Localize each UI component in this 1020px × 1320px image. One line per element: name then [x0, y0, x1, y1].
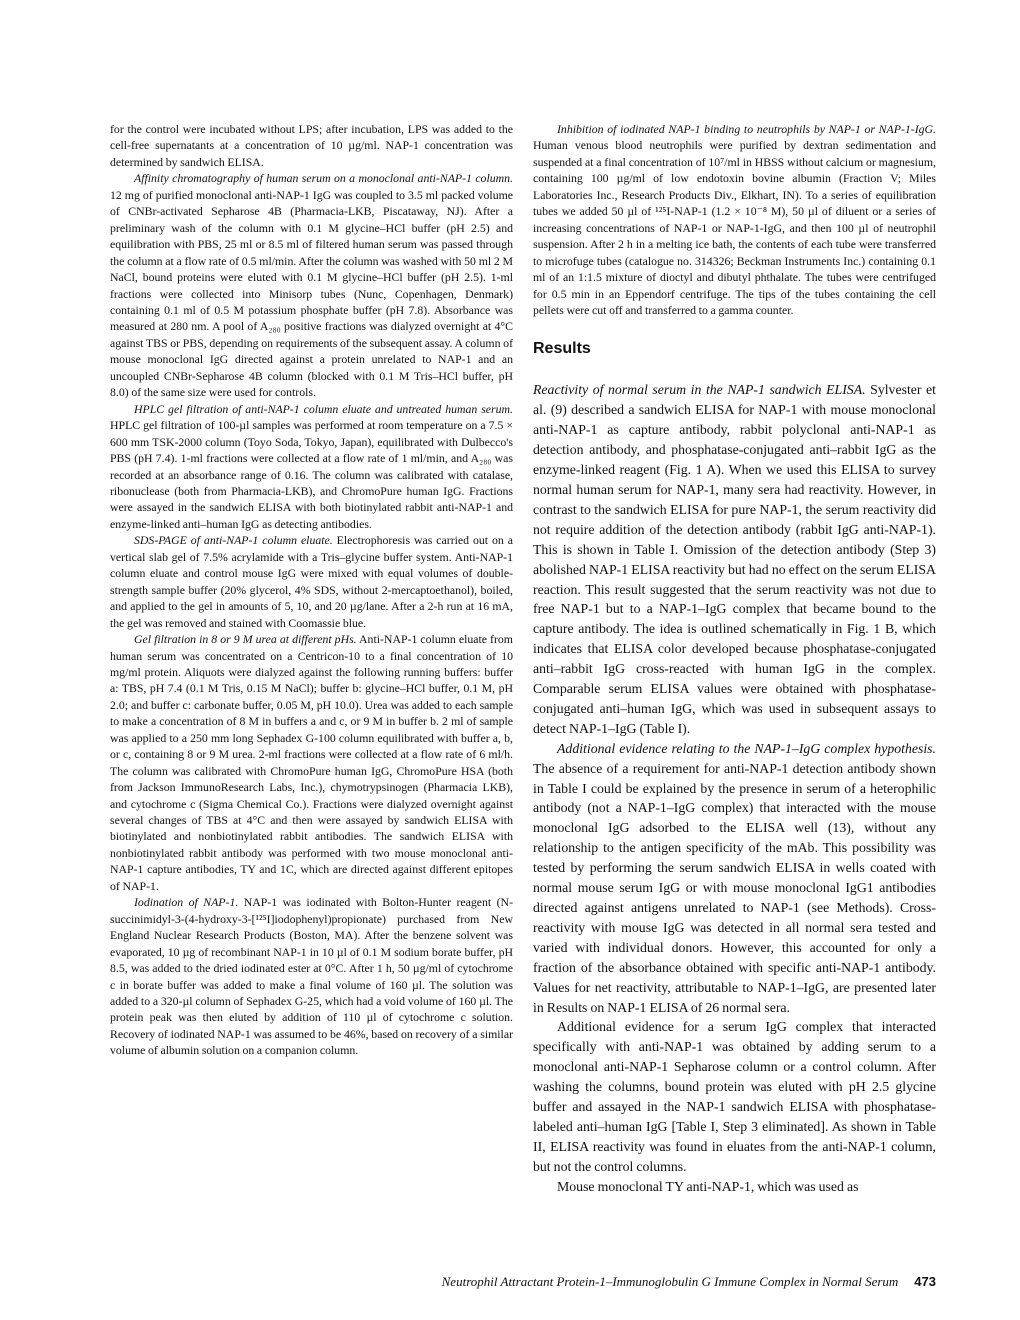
paragraph: Affinity chromatography of human serum on a monoclonal anti-NAP-1 column. 12 mg of purified monoclonal anti-NAP-1 IgG was coupled to 3.5 ml packed volume of CNBr-activated Sepharose 4B (Pharmacia-LKB, Piscataway, NJ). After a preliminary wash of the column with 0.1 M glycine–HCl buffer (pH 2.5) and equilibration with PBS, 25 ml or 8.5 ml of filtered human serum was passed through the column at a flow rate of 0.5 ml/min. After the column was washed with 50 ml 2 M NaCl, bound proteins were eluted with 0.1 M glycine–HCl buffer (pH 2.5). 1-ml fractions were collected into Minisorp tubes (Nunc, Copenhagen, Denmark) containing 0.1 ml of 0.5 M potassium phosphate buffer (pH 7.8). Absorbance was measured at 280 nm. A pool of A₂₈₀ positive fractions was dialyzed overnight at 4°C against TBS or PBS, depending on requirements of the subsequent assay. A column of mouse monoclonal IgG directed against a protein unrelated to NAP-1 and an uncoupled CNBr-Sepharose 4B column (blocked with 0.1 M Tris–HCl buffer, pH 8.0) of the same size were used for controls. — [110, 171, 513, 400]
page-number: 473 — [914, 1274, 936, 1289]
paragraph: Reactivity of normal serum in the NAP-1 sandwich ELISA. Sylvester et al. (9) described a sandwich ELISA for NAP-1 with mouse monoclonal anti-NAP-1 as capture antibody, rabbit polyclonal anti-NAP-1 as detection antibody, and phosphatase-conjugated anti–rabbit IgG as the enzyme-linked reagent (Fig. 1 A). When we used this ELISA to survey normal human serum for NAP-1, many sera had reactivity. However, in contrast to the sandwich ELISA for pure NAP-1, the serum reactivity did not require addition of the detection antibody (rabbit IgG anti-NAP-1). This is shown in Table I. Omission of the detection antibody (Step 3) abolished NAP-1 ELISA reactivity but had no effect on the serum ELISA reaction. This result suggested that the serum reactivity was not due to free NAP-1 but to a NAP-1–IgG complex that became bound to the capture antibody. The idea is outlined schematically in Fig. 1 B, which indicates that ELISA color developed because phosphatase-conjugated anti–rabbit IgG cross-reacted with human IgG in the complex. Comparable serum ELISA values were obtained with phosphatase-conjugated anti–human IgG, which was used in subsequent assays to detect NAP-1–IgG (Table I). — [533, 382, 936, 736]
paragraph: for the control were incubated without LPS; after incubation, LPS was added to the cell-free supernatants at a concentration of 10 µg/ml. NAP-1 concentration was determined by sandwich ELISA. — [110, 122, 513, 169]
paragraph: Iodination of NAP-1. NAP-1 was iodinated with Bolton-Hunter reagent (N-succinimidyl-3-(4-hydroxy-3-[¹²⁵I]iodophenyl)propionate) purchased from New England Nuclear Research Products (Boston, MA). After the benzene solvent was evaporated, 10 µg of recombinant NAP-1 in 10 µl of 0.1 M sodium borate buffer, pH 8.5, was added to the dried iodinated ester at 0°C. After 1 h, 50 µg/ml of cytochrome c in borate buffer was added to make a final volume of 160 µl. The solution was added to a 320-µl column of Sephadex G-25, which had a void volume of 160 µl. The protein peak was then eluted by addition of 110 µl of cytochrome c solution. Recovery of iodinated NAP-1 was assumed to be 46%, based on recovery of a similar volume of albumin solution on a companion column. — [110, 895, 513, 1058]
run-in-heading: Gel filtration in 8 or 9 M urea at different pHs. — [134, 632, 357, 647]
right-column — [533, 121, 936, 1197]
run-in-heading: Reactivity of normal serum in the NAP-1 sandwich ELISA. — [533, 382, 866, 398]
running-title: Neutrophil Attractant Protein-1–Immunoglobulin G Immune Complex in Normal Serum — [441, 1274, 899, 1289]
run-in-heading: Iodination of NAP-1. — [134, 895, 239, 910]
paragraph: SDS-PAGE of anti-NAP-1 column eluate. Electrophoresis was carried out on a vertical slab gel of 7.5% acrylamide with a Tris–glycine buffer system. Anti-NAP-1 column eluate and control mouse IgG were mixed with equal volumes of double-strength sample buffer (20% glycerol, 4% SDS, without 2-mercaptoethanol), boiled, and applied to the gel in amounts of 5, 10, and 20 µg/lane. After a 2-h run at 16 mA, the gel was removed and stained with Coomassie blue. — [110, 533, 513, 630]
page-footer — [300, 1274, 936, 1290]
paragraph: Inhibition of iodinated NAP-1 binding to neutrophils by NAP-1 or NAP-1-IgG. Human venous blood neutrophils were purified by dextran sedimentation and suspended at a final concentration of 10⁷/ml in HBSS without calcium or magnesium, containing 100 µg/ml of low endotoxin bovine albumin (Fraction V; Miles Laboratories Inc., Research Products Div., Elkhart, IN). To a series of equilibration tubes we added 50 µl of ¹²⁵I-NAP-1 (1.2 × 10⁻⁸ M), 50 µl of diluent or a series of increasing concentrations of NAP-1 or NAP-1-IgG, and then 100 µl of neutrophil suspension. After 2 h in a melting ice bath, the contents of each tube were transferred to microfuge tubes (catalogue no. 314326; Beckman Instruments Inc.) containing 0.1 ml of an 1:1.5 mixture of dioctyl and dibutyl phthalate. The tubes were centrifuged for 0.5 min in an Eppendorf centrifuge. The tips of the tubes containing the cell pellets were cut off and transferred to a gamma counter. — [533, 122, 936, 317]
paragraph: Gel filtration in 8 or 9 M urea at different pHs. Anti-NAP-1 column eluate from human serum was concentrated on a Centricon-10 to a final concentration of 10 mg/ml protein. Aliquots were dialyzed against the following running buffers: buffer a: TBS, pH 7.4 (0.1 M Tris, 0.15 M NaCl); buffer b: glycine–HCl buffer, 0.1 M, pH 2.0; and buffer c: carbonate buffer, 0.05 M, pH 10.0). Urea was added to each sample to make a concentration of 8 M in buffers a and c, or 9 M in buffer b. 2 ml of sample was applied to a 250 mm long Sephadex G-100 column equilibrated with buffer a, b, or c, containing 8 or 9 M urea. 2-ml fractions were collected at a flow rate of 6 ml/h. The column was calibrated with ChromoPure human IgG, ChromoPure HSA (both from Jackson ImmunoResearch Labs, Inc.), chymotrypsinogen (Pharmacia LKB), and cytochrome c (Sigma Chemical Co.). Fractions were dialyzed overnight against several changes of TBS at 4°C and then were assayed by sandwich ELISA with biotinylated and nonbiotinylated rabbit antibodies. The sandwich ELISA with nonbiotinylated rabbit antibody was performed with two mouse monoclonal anti-NAP-1 capture antibodies, TY and 1C, which are directed against different epitopes of NAP-1. — [110, 632, 513, 893]
paragraph: Additional evidence relating to the NAP-1–IgG complex hypothesis. The absence of a requirement for anti-NAP-1 detection antibody shown in Table I could be explained by the presence in serum of a heterophilic antibody (not a NAP-1–IgG complex) that interacted with the mouse monoclonal IgG adsorbed to the ELISA well (13), without any relationship to the antigen specificity of the mAb. This possibility was tested by performing the serum sandwich ELISA in wells coated with normal mouse serum IgG or with mouse monoclonal IgG1 antibodies directed against antigens unrelated to NAP-1 (see Methods). Cross-reactivity with mouse IgG was detected in all normal sera tested and varied with individual donors. However, this accounted for only a fraction of the absorbance obtained with specific anti-NAP-1 antibody. Values for net reactivity, attributable to NAP-1–IgG, are presented later in Results on NAP-1 ELISA of 26 normal sera. — [533, 740, 936, 1015]
paragraph: HPLC gel filtration of anti-NAP-1 column eluate and untreated human serum. HPLC gel filtration of 100-µl samples was performed at room temperature on a 7.5 × 600 mm TSK-2000 column (Toyo Soda, Tokyo, Japan), equilibrated with Dulbecco's PBS (pH 7.4). 1-ml fractions were collected at a flow rate of 1 ml/min, and A₂₈₀ was recorded at an absorbance range of 0.16. The column was calibrated with catalase, ribonuclease (both from Pharmacia-LKB), and ChromoPure human IgG. Fractions were assayed in the sandwich ELISA with both biotinylated rabbit anti-NAP-1 and enzyme-linked anti–human IgG as detecting antibodies. — [110, 401, 513, 531]
run-in-heading: HPLC gel filtration of anti-NAP-1 column eluate and untreated human serum. — [134, 401, 513, 416]
run-in-heading: SDS-PAGE of anti-NAP-1 column eluate. — [134, 533, 333, 548]
section-heading: Results — [533, 340, 591, 358]
run-in-heading: Affinity chromatography of human serum on a monoclonal anti-NAP-1 column. — [134, 171, 513, 186]
paragraph: Additional evidence for a serum IgG complex that interacted specifically with anti-NAP-1 was obtained by adding serum to a monoclonal anti-NAP-1 Sepharose column or a control column. After washing the columns, bound protein was eluted with pH 2.5 glycine buffer and assayed in the NAP-1 sandwich ELISA with phosphatase-labeled anti–human IgG [Table I, Step 3 eliminated]. As shown in Table II, ELISA reactivity was found in eluates from the anti-NAP-1 column, but not the control columns. — [533, 1019, 936, 1174]
paragraph: Mouse monoclonal TY anti-NAP-1, which was used as — [557, 1178, 859, 1194]
run-in-heading: Inhibition of iodinated NAP-1 binding to neutrophils by NAP-1 or NAP-1-IgG. — [557, 122, 936, 136]
left-column — [110, 121, 513, 1059]
run-in-heading: Additional evidence relating to the NAP-1–IgG complex hypothesis. — [557, 740, 936, 756]
